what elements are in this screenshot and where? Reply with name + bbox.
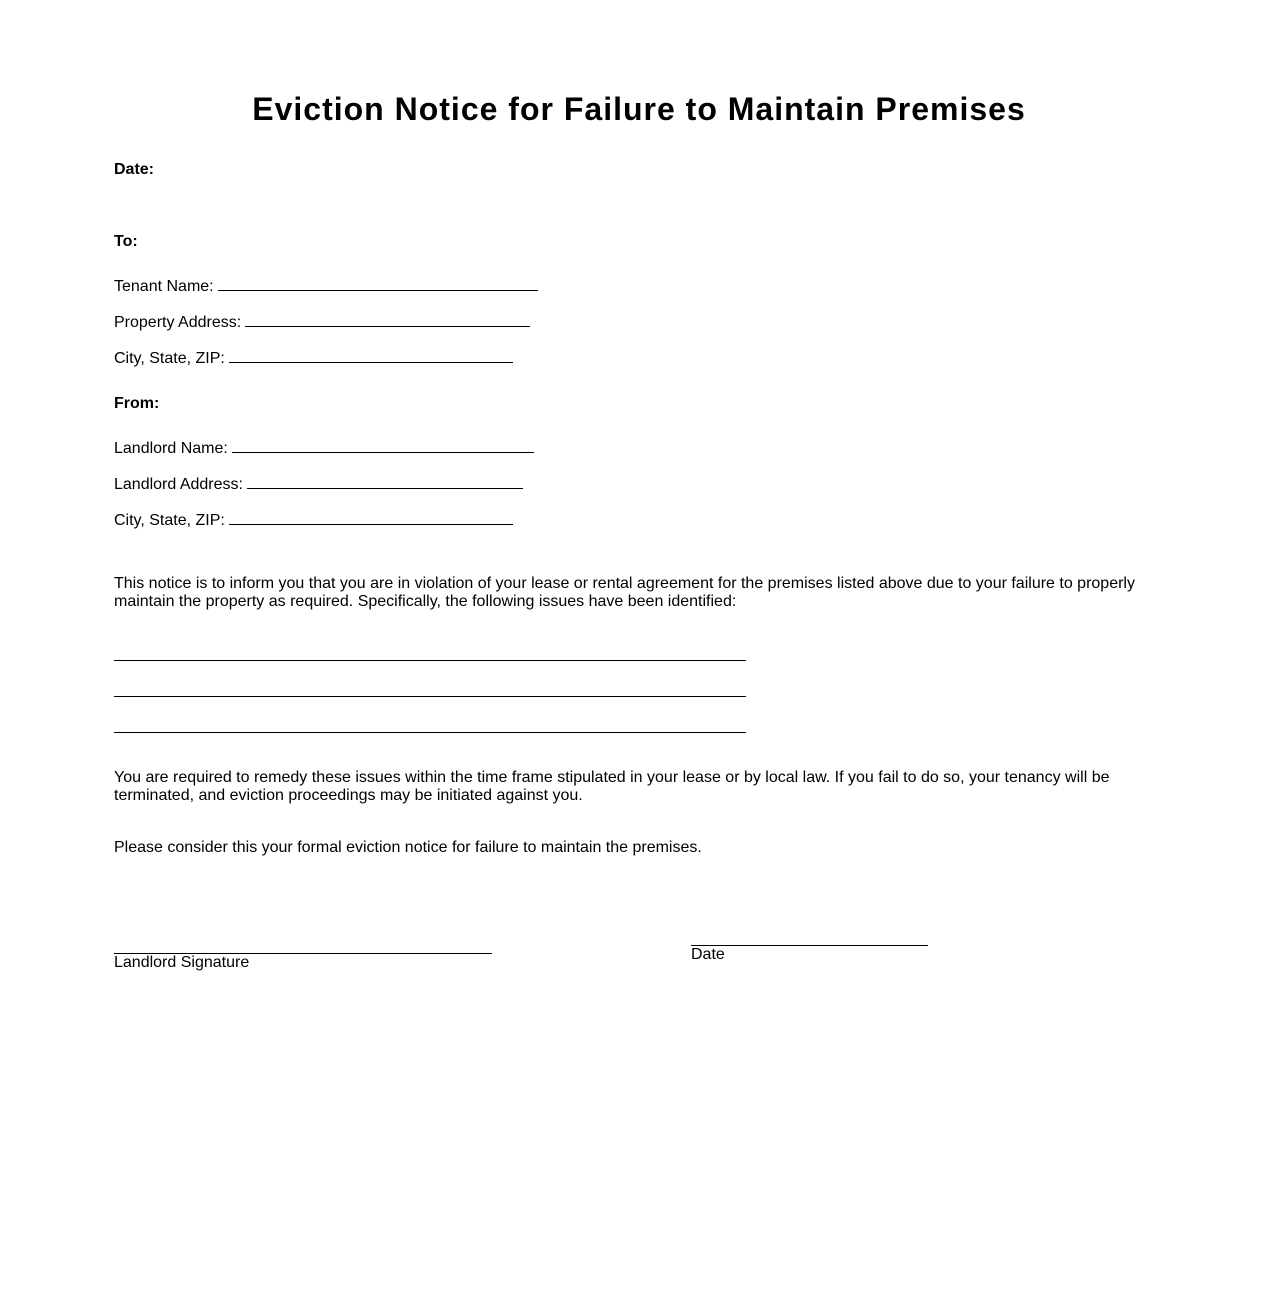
landlord-address-label: Landlord Address: [114,476,243,493]
landlord-city-state-zip-field [114,510,513,531]
document-title: Eviction Notice for Failure to Maintain Premises [252,91,1026,127]
property-address-field [114,312,530,333]
date-label: Date: [114,161,155,178]
property-address-label: Property Address: [114,314,242,331]
landlord-signature-caption: Landlord Signature [114,954,250,971]
tenant-name-label: Tenant Name: [114,278,214,295]
tenant-name-blank[interactable] [218,276,538,291]
signature-date-caption: Date [691,946,725,963]
landlord-name-blank[interactable] [232,438,534,453]
remedy-paragraph: You are required to remedy these issues within the time frame stipulated in your lease or by local law. If you fail to do so, your tenancy will be terminated, and eviction proceedings may be initiated against you. [114,769,1110,804]
signature-date-line[interactable] [691,945,928,946]
landlord-city-state-zip-label: City, State, ZIP: [114,512,225,529]
tenant-name-field [114,276,538,297]
property-address-blank[interactable] [245,312,530,327]
tenant-city-state-zip-label: City, State, ZIP: [114,350,225,367]
tenant-city-state-zip-field [114,348,513,369]
landlord-name-label: Landlord Name: [114,440,228,457]
issue-line-2[interactable] [114,696,746,697]
from-label: From: [114,395,160,412]
violation-paragraph: This notice is to inform you that you are in violation of your lease or rental agreement for the premises listed above due to your failure to properly maintain the property as required. Specifically, the following issues have been identified: [114,575,1135,610]
landlord-name-field [114,438,534,459]
formal-notice-paragraph: Please consider this your formal eviction notice for failure to maintain the premises. [114,839,702,856]
issue-line-1[interactable] [114,660,746,661]
to-label: To: [114,233,138,250]
landlord-city-state-zip-blank[interactable] [229,510,513,525]
issue-line-3[interactable] [114,732,746,733]
landlord-address-blank[interactable] [247,474,523,489]
landlord-address-field [114,474,523,495]
tenant-city-state-zip-blank[interactable] [229,348,513,363]
